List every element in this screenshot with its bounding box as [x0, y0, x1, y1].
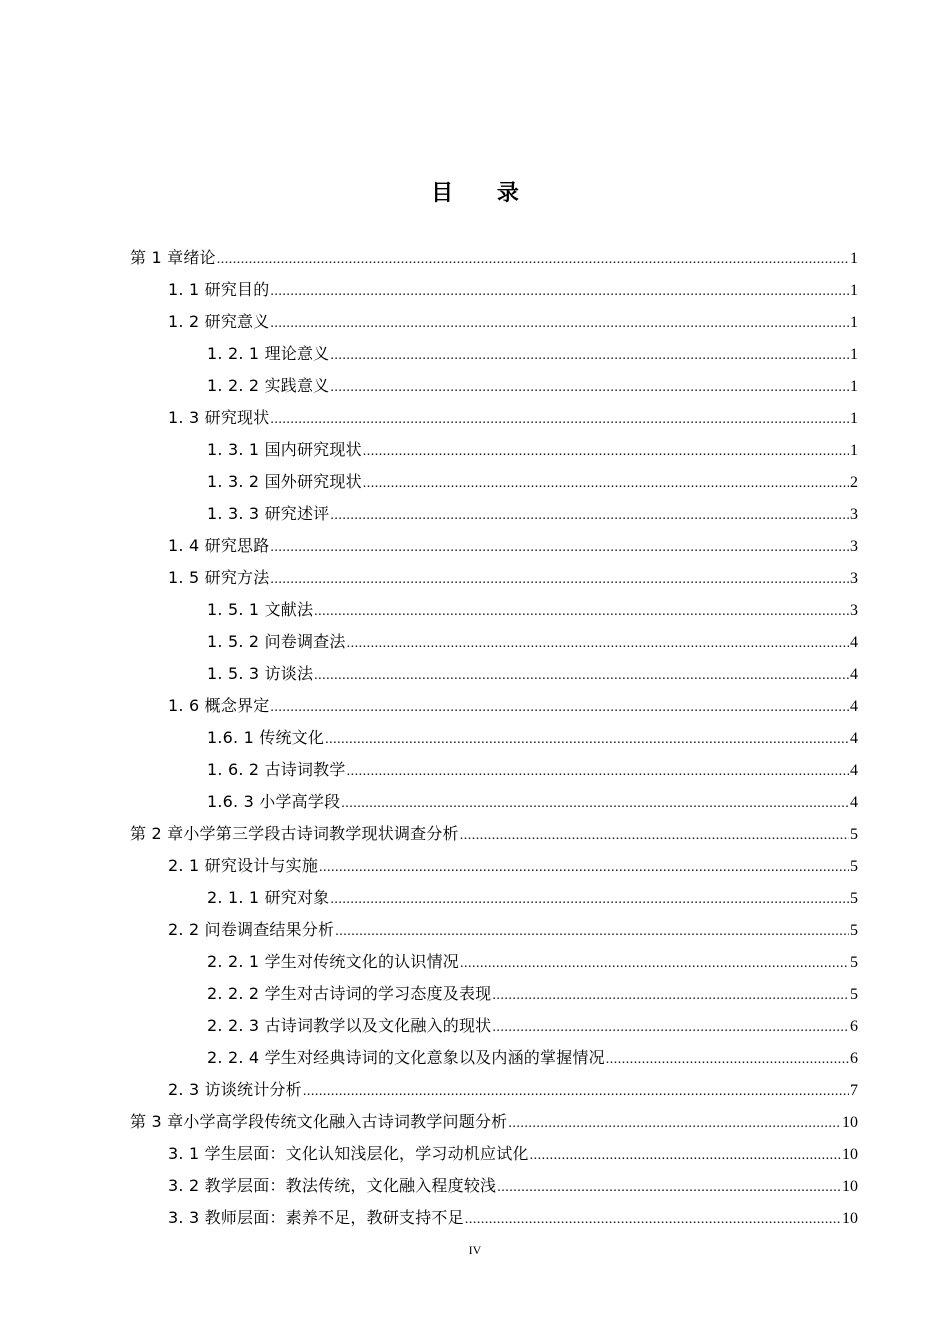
toc-dot-leader — [270, 308, 849, 340]
toc-dot-leader — [492, 980, 849, 1012]
toc-dot-leader — [460, 820, 849, 852]
toc-entry[interactable] — [130, 690, 858, 722]
toc-entry-label: 2. 3 访谈统计分析 — [168, 1080, 302, 1099]
page-number: IV — [468, 1243, 482, 1257]
toc-entry-label: 2. 2. 2 学生对古诗词的学习态度及表现 — [207, 984, 492, 1003]
toc-dot-leader — [217, 244, 849, 276]
toc-entry-label: 2. 1. 1 研究对象 — [207, 888, 330, 907]
toc-entry[interactable] — [130, 562, 858, 594]
toc-entry-page: 7 — [850, 1082, 858, 1099]
toc-entry-label: 第 1 章绪论 — [130, 248, 216, 267]
toc-dot-leader — [270, 276, 849, 308]
toc-entry[interactable] — [130, 1010, 858, 1042]
toc-entry-page: 10 — [842, 1210, 858, 1227]
toc-entry-label: 3. 2 教学层面：教法传统，文化融入程度较浅 — [168, 1176, 497, 1195]
toc-dot-leader — [330, 884, 849, 916]
page-title: 目 录 — [431, 181, 537, 206]
toc-dot-leader — [363, 468, 849, 500]
toc-entry[interactable] — [130, 914, 858, 946]
toc-dot-leader — [465, 1204, 841, 1236]
toc-entry[interactable] — [130, 242, 858, 274]
toc-entry-page: 1 — [850, 250, 858, 267]
toc-dot-leader — [530, 1140, 841, 1172]
toc-entry-page: 5 — [850, 922, 858, 939]
toc-entry-page: 4 — [850, 666, 858, 683]
toc-entry-label: 2. 2. 4 学生对经典诗词的文化意象以及内涵的掌握情况 — [207, 1048, 605, 1067]
toc-entry[interactable] — [130, 658, 858, 690]
toc-entry-label: 1.6. 1 传统文化 — [207, 728, 325, 747]
toc-entry[interactable] — [130, 1106, 858, 1138]
toc-entry-page: 1 — [850, 346, 858, 363]
toc-entry-label: 2. 2 问卷调查结果分析 — [168, 920, 335, 939]
toc-entry-page: 5 — [850, 826, 858, 843]
toc-dot-leader — [335, 916, 849, 948]
toc-entry[interactable] — [130, 786, 858, 818]
toc-entry[interactable] — [130, 434, 858, 466]
toc-entry-page: 5 — [850, 858, 858, 875]
toc-dot-leader — [314, 660, 849, 692]
toc-entry-label: 1. 2 研究意义 — [168, 312, 270, 331]
toc-entry-page: 4 — [850, 794, 858, 811]
toc-entry[interactable] — [130, 1202, 858, 1234]
toc-dot-leader — [460, 948, 849, 980]
toc-entry-page: 4 — [850, 634, 858, 651]
toc-entry-label: 1.6. 3 小学高学段 — [207, 792, 341, 811]
toc-entry[interactable] — [130, 530, 858, 562]
toc-entry[interactable] — [130, 274, 858, 306]
toc-entry-page: 5 — [850, 890, 858, 907]
toc-entry[interactable] — [130, 594, 858, 626]
toc-entry[interactable] — [130, 338, 858, 370]
toc-entry-page: 2 — [850, 474, 858, 491]
toc-entry-label: 3. 3 教师层面：素养不足，教研支持不足 — [168, 1208, 464, 1227]
toc-entry-page: 4 — [850, 730, 858, 747]
toc-entry-page: 3 — [850, 506, 858, 523]
toc-entry-page: 3 — [850, 570, 858, 587]
toc-entry-page: 3 — [850, 602, 858, 619]
toc-entry-page: 4 — [850, 698, 858, 715]
toc-entry[interactable] — [130, 882, 858, 914]
toc-entry-label: 1. 5. 3 访谈法 — [207, 664, 314, 683]
toc-entry[interactable] — [130, 722, 858, 754]
toc-dot-leader — [270, 532, 849, 564]
toc-entry-page: 1 — [850, 378, 858, 395]
toc-dot-leader — [347, 628, 849, 660]
toc-entry-label: 1. 5. 1 文献法 — [207, 600, 314, 619]
toc-entry-label: 1. 2. 1 理论意义 — [207, 344, 330, 363]
toc-entry-page: 10 — [842, 1178, 858, 1195]
toc-dot-leader — [330, 500, 849, 532]
toc-entry[interactable] — [130, 370, 858, 402]
toc-dot-leader — [347, 756, 849, 788]
toc-entry-page: 5 — [850, 954, 858, 971]
toc-entry-page: 10 — [842, 1114, 858, 1131]
toc-entry-label: 第 2 章小学第三学段古诗词教学现状调查分析 — [130, 824, 459, 843]
toc-dot-leader — [314, 596, 849, 628]
toc-entry-label: 1. 3. 3 研究述评 — [207, 504, 330, 523]
toc-dot-leader — [325, 724, 849, 756]
toc-entry-label: 1. 4 研究思路 — [168, 536, 270, 555]
toc-entry[interactable] — [130, 306, 858, 338]
toc-entry-label: 1. 3 研究现状 — [168, 408, 270, 427]
toc-entry-label: 1. 3. 2 国外研究现状 — [207, 472, 362, 491]
toc-entry-label: 1. 6 概念界定 — [168, 696, 270, 715]
toc-entry-label: 2. 2. 1 学生对传统文化的认识情况 — [207, 952, 459, 971]
toc-entry[interactable] — [130, 1042, 858, 1074]
toc-entry[interactable] — [130, 466, 858, 498]
toc-entry-label: 1. 5. 2 问卷调查法 — [207, 632, 346, 651]
toc-entry-page: 1 — [850, 282, 858, 299]
toc-entry[interactable] — [130, 818, 858, 850]
toc-dot-leader — [270, 404, 849, 436]
toc-entry-page: 1 — [850, 314, 858, 331]
toc-entry-page: 6 — [850, 1018, 858, 1035]
toc-entry-label: 1. 3. 1 国内研究现状 — [207, 440, 362, 459]
toc-entry[interactable] — [130, 1074, 858, 1106]
toc-dot-leader — [606, 1044, 849, 1076]
toc-dot-leader — [341, 788, 849, 820]
toc-entry[interactable] — [130, 1138, 858, 1170]
toc-entry-page: 6 — [850, 1050, 858, 1067]
toc-entry[interactable] — [130, 498, 858, 530]
toc-dot-leader — [330, 340, 849, 372]
toc-dot-leader — [330, 372, 849, 404]
toc-entry[interactable] — [130, 626, 858, 658]
toc-dot-leader — [270, 692, 849, 724]
toc-dot-leader — [319, 852, 849, 884]
toc-entry-page: 10 — [842, 1146, 858, 1163]
toc-entry-label: 第 3 章小学高学段传统文化融入古诗词教学问题分析 — [130, 1112, 508, 1131]
toc-entry-label: 1. 2. 2 实践意义 — [207, 376, 330, 395]
toc-entry-label: 2. 2. 3 古诗词教学以及文化融入的现状 — [207, 1016, 492, 1035]
toc-entry-page: 1 — [850, 410, 858, 427]
toc-entry-label: 1. 6. 2 古诗词教学 — [207, 760, 346, 779]
toc-dot-leader — [497, 1172, 841, 1204]
toc-entry-label: 3. 1 学生层面：文化认知浅层化，学习动机应试化 — [168, 1144, 529, 1163]
table-of-contents — [130, 242, 858, 1234]
toc-entry-page: 3 — [850, 538, 858, 555]
toc-dot-leader — [363, 436, 849, 468]
toc-entry[interactable] — [130, 402, 858, 434]
toc-entry[interactable] — [130, 1170, 858, 1202]
toc-entry[interactable] — [130, 850, 858, 882]
toc-dot-leader — [270, 564, 849, 596]
toc-entry[interactable] — [130, 946, 858, 978]
toc-entry-page: 4 — [850, 762, 858, 779]
toc-entry-page: 5 — [850, 986, 858, 1003]
toc-dot-leader — [508, 1108, 841, 1140]
toc-dot-leader — [492, 1012, 849, 1044]
toc-dot-leader — [303, 1076, 849, 1108]
toc-entry-label: 1. 5 研究方法 — [168, 568, 270, 587]
toc-entry-label: 2. 1 研究设计与实施 — [168, 856, 319, 875]
toc-entry[interactable] — [130, 978, 858, 1010]
toc-entry-page: 1 — [850, 442, 858, 459]
toc-entry-label: 1. 1 研究目的 — [168, 280, 270, 299]
toc-entry[interactable] — [130, 754, 858, 786]
